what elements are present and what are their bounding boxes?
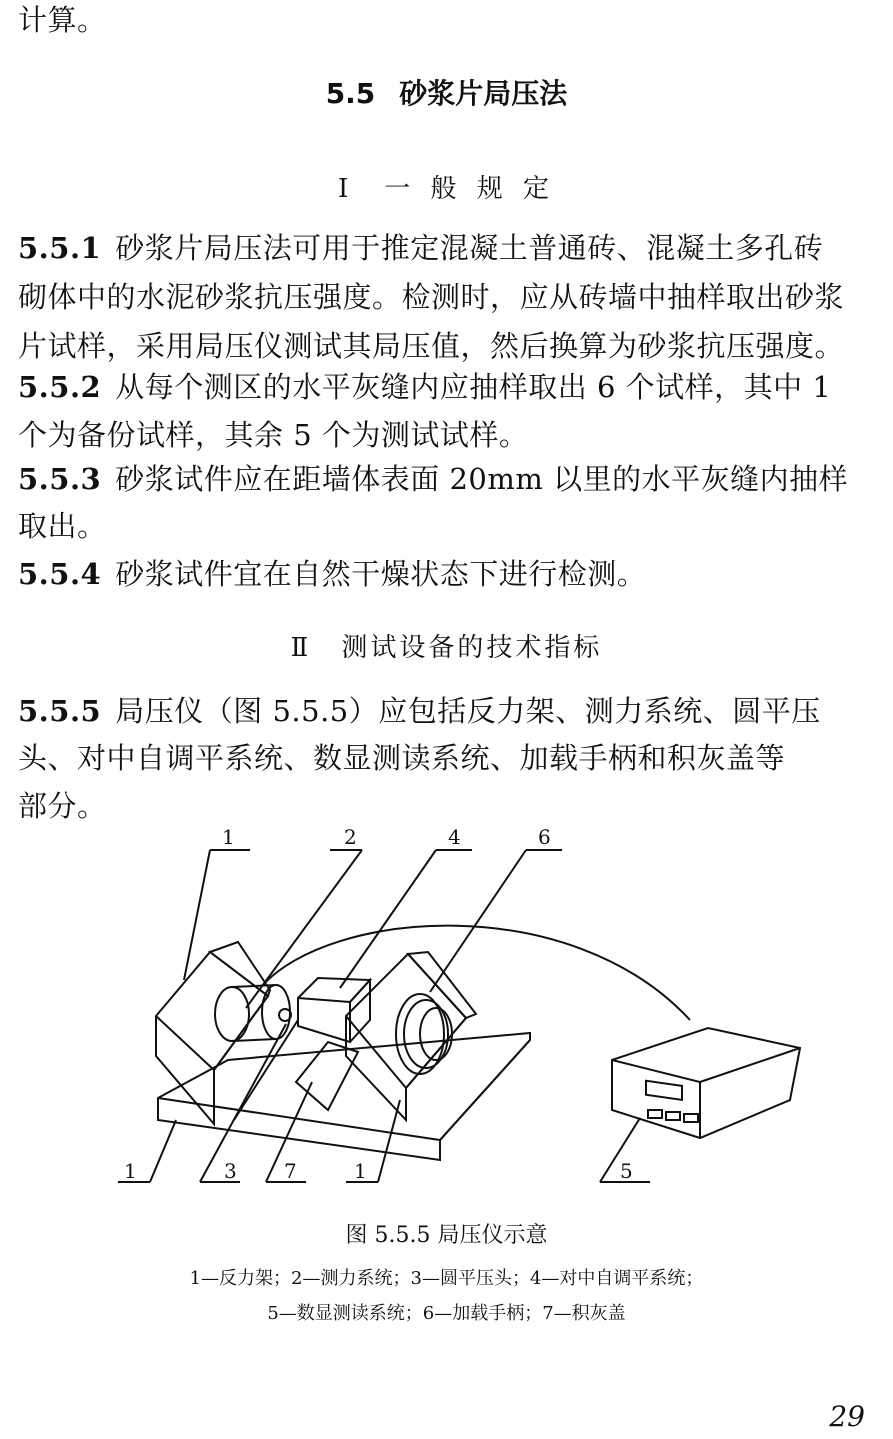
clause-5-5-2-line-2: 个为备份试样，其余 5 个为测试试样。 [18, 418, 529, 452]
clause-5-5-4-line-1 [18, 557, 647, 591]
subsection-numeral: Ⅰ [337, 174, 355, 204]
clause-5-5-1-line-3: 片试样，采用局压仪测试其局压值，然后换算为砂浆抗压强度。 [18, 329, 845, 363]
callout-1-left: 1 [124, 1159, 137, 1183]
callout-3: 3 [224, 1159, 237, 1183]
callout-7: 7 [284, 1159, 297, 1183]
callout-1-right: 1 [354, 1159, 367, 1183]
clause-text: 砂浆试件宜在自然干燥状态下进行检测。 [115, 557, 647, 591]
section-title: 砂浆片局压法 [399, 77, 568, 110]
figure-legend-line-1: 1—反力架；2—测力系统；3—圆平压头；4—对中自调平系统； [189, 1268, 704, 1289]
clause-text: 从每个测区的水平灰缝内应抽样取出 6 个试样，其中 1 [115, 370, 832, 404]
callout-5: 5 [620, 1159, 633, 1183]
clause-5-5-5-line-2: 头、对中自调平系统、数显测读系统、加载手柄和积灰盖等 [18, 741, 786, 775]
clause-5-5-1-line-2: 砌体中的水泥砂浆抗压强度。检测时，应从砖墙中抽样取出砂浆 [18, 280, 845, 314]
cable [262, 926, 690, 1020]
clause-number: 5.5.3 [18, 462, 102, 496]
clause-number: 5.5.2 [18, 370, 102, 404]
clause-number: 5.5.5 [18, 694, 102, 728]
figure-legend-line-2: 5—数显测读系统；6—加载手柄；7—积灰盖 [267, 1303, 626, 1324]
pressure-meter-figure [0, 820, 893, 1220]
clause-number: 5.5.4 [18, 557, 102, 591]
load-cell [215, 987, 249, 1041]
left-reaction-frame [156, 952, 268, 1124]
clause-text: 砂浆片局压法可用于推定混凝土普通砖、混凝土多孔砖 [115, 231, 824, 265]
callout-6: 6 [538, 825, 551, 849]
clause-text: 砂浆试件应在距墙体表面 20mm 以里的水平灰缝内抽样 [115, 462, 849, 496]
subsection-numeral: Ⅱ [290, 633, 312, 663]
display-unit [612, 1028, 800, 1138]
clause-5-5-3-line-2: 取出。 [18, 509, 107, 543]
callout-2: 2 [344, 825, 357, 849]
clause-5-5-1-line-1 [18, 231, 824, 265]
figure-caption: 图 5.5.5 局压仪示意 [345, 1223, 548, 1248]
clause-5-5-5-line-1 [18, 694, 821, 728]
clause-text: 局压仪（图 5.5.5）应包括反力架、测力系统、圆平压 [115, 694, 821, 728]
subsection-title: 测试设备的技术指标 [341, 633, 603, 663]
clause-5-5-2-line-1 [18, 370, 832, 404]
callout-4: 4 [448, 825, 461, 849]
callout-1-top: 1 [222, 825, 235, 849]
clause-5-5-5-line-3: 部分。 [18, 789, 107, 823]
section-number: 5.5 [325, 77, 376, 110]
clause-5-5-3-line-1 [18, 462, 849, 496]
page-number: 29 [829, 1400, 865, 1433]
clause-number: 5.5.1 [18, 231, 102, 265]
subsection-heading-2 [0, 627, 893, 664]
top-fragment: 计算。 [18, 3, 107, 37]
display-screen [646, 1081, 682, 1100]
subsection-title: 一 般 规 定 [384, 174, 556, 204]
subsection-heading-1 [0, 168, 893, 205]
section-heading [0, 72, 893, 112]
